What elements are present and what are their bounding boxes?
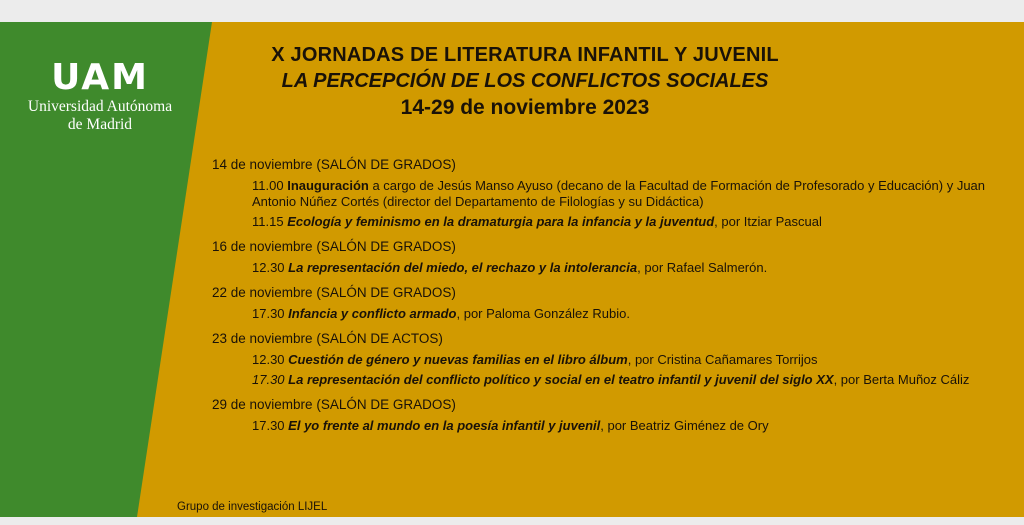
program-event [252, 178, 1012, 210]
day-heading [212, 156, 1012, 174]
university-name-line1: Universidad Autónoma [27, 98, 173, 115]
day-block [212, 238, 1012, 276]
event-time: 17.30 [252, 372, 285, 387]
program-event [252, 372, 1012, 388]
event-speaker: , por Beatriz Giménez de Ory [600, 418, 769, 433]
event-talk-title: El yo frente al mundo en la poesía infantil y juvenil [288, 418, 601, 433]
day-date: 14 de noviembre [212, 157, 313, 172]
university-name-line2: de Madrid [67, 116, 133, 133]
event-speaker: , por Itziar Pascual [714, 214, 822, 229]
program-event [252, 260, 1012, 276]
event-time: 12.30 [252, 260, 285, 275]
day-heading [212, 330, 1012, 348]
day-date: 23 de noviembre [212, 331, 313, 346]
event-speaker: , por Cristina Cañamares Torrijos [627, 352, 818, 367]
event-dates: 14-29 de noviembre 2023 [400, 96, 650, 119]
event-time: 12.30 [252, 352, 285, 367]
day-heading [212, 238, 1012, 256]
event-time: 17.30 [252, 306, 285, 321]
uam-logo [10, 58, 190, 134]
event-talk-title: Inauguración [287, 178, 369, 193]
day-block [212, 396, 1012, 434]
day-place: (SALÓN DE GRADOS) [316, 239, 456, 254]
day-place: (SALÓN DE GRADOS) [316, 397, 456, 412]
day-heading [212, 396, 1012, 414]
event-talk-title: Cuestión de género y nuevas familias en el libro álbum [288, 352, 628, 367]
event-title: X JORNADAS DE LITERATURA INFANTIL Y JUVENIL [271, 44, 779, 66]
event-time: 11.15 [252, 214, 284, 229]
program-list [212, 156, 1012, 442]
event-talk-title: Infancia y conflicto armado [288, 306, 457, 321]
day-place: (SALÓN DE GRADOS) [316, 157, 456, 172]
event-speaker: , por Paloma González Rubio. [456, 306, 630, 321]
day-heading [212, 284, 1012, 302]
event-time: 11.00 [252, 178, 284, 193]
event-speaker: , por Rafael Salmerón. [637, 260, 768, 275]
program-event [252, 214, 1012, 230]
day-block [212, 284, 1012, 322]
day-date: 22 de noviembre [212, 285, 313, 300]
day-place: (SALÓN DE ACTOS) [316, 331, 443, 346]
event-talk-title: La representación del conflicto político y social en el teatro infantil y juvenil del siglo XX [288, 372, 834, 387]
program-event [252, 352, 1012, 368]
research-group-credit: Grupo de investigación LIJEL [177, 501, 328, 513]
event-poster [0, 22, 1024, 517]
uam-logo-mark: UAM [51, 57, 149, 98]
day-date: 29 de noviembre [212, 397, 313, 412]
event-details: a cargo de Jesús Manso Ayuso (decano de la Facultad de Formación de Profesorado y Educación) y Juan Antonio Núñez Cortés (director del Departamento de Filologías y su Didáctica) [252, 178, 986, 209]
day-block [212, 156, 1012, 230]
day-block [212, 330, 1012, 388]
event-talk-title: Ecología y feminismo en la dramaturgia para la infancia y la juventud [287, 214, 715, 229]
poster-header [230, 42, 820, 121]
event-speaker: , por Berta Muñoz Cáliz [833, 372, 970, 387]
day-date: 16 de noviembre [212, 239, 313, 254]
event-time: 17.30 [252, 418, 285, 433]
program-event [252, 418, 1012, 434]
event-subtitle: LA PERCEPCIÓN DE LOS CONFLICTOS SOCIALES [281, 70, 769, 92]
event-talk-title: La representación del miedo, el rechazo y la intolerancia [288, 260, 638, 275]
program-event [252, 306, 1012, 322]
day-place: (SALÓN DE GRADOS) [316, 285, 456, 300]
